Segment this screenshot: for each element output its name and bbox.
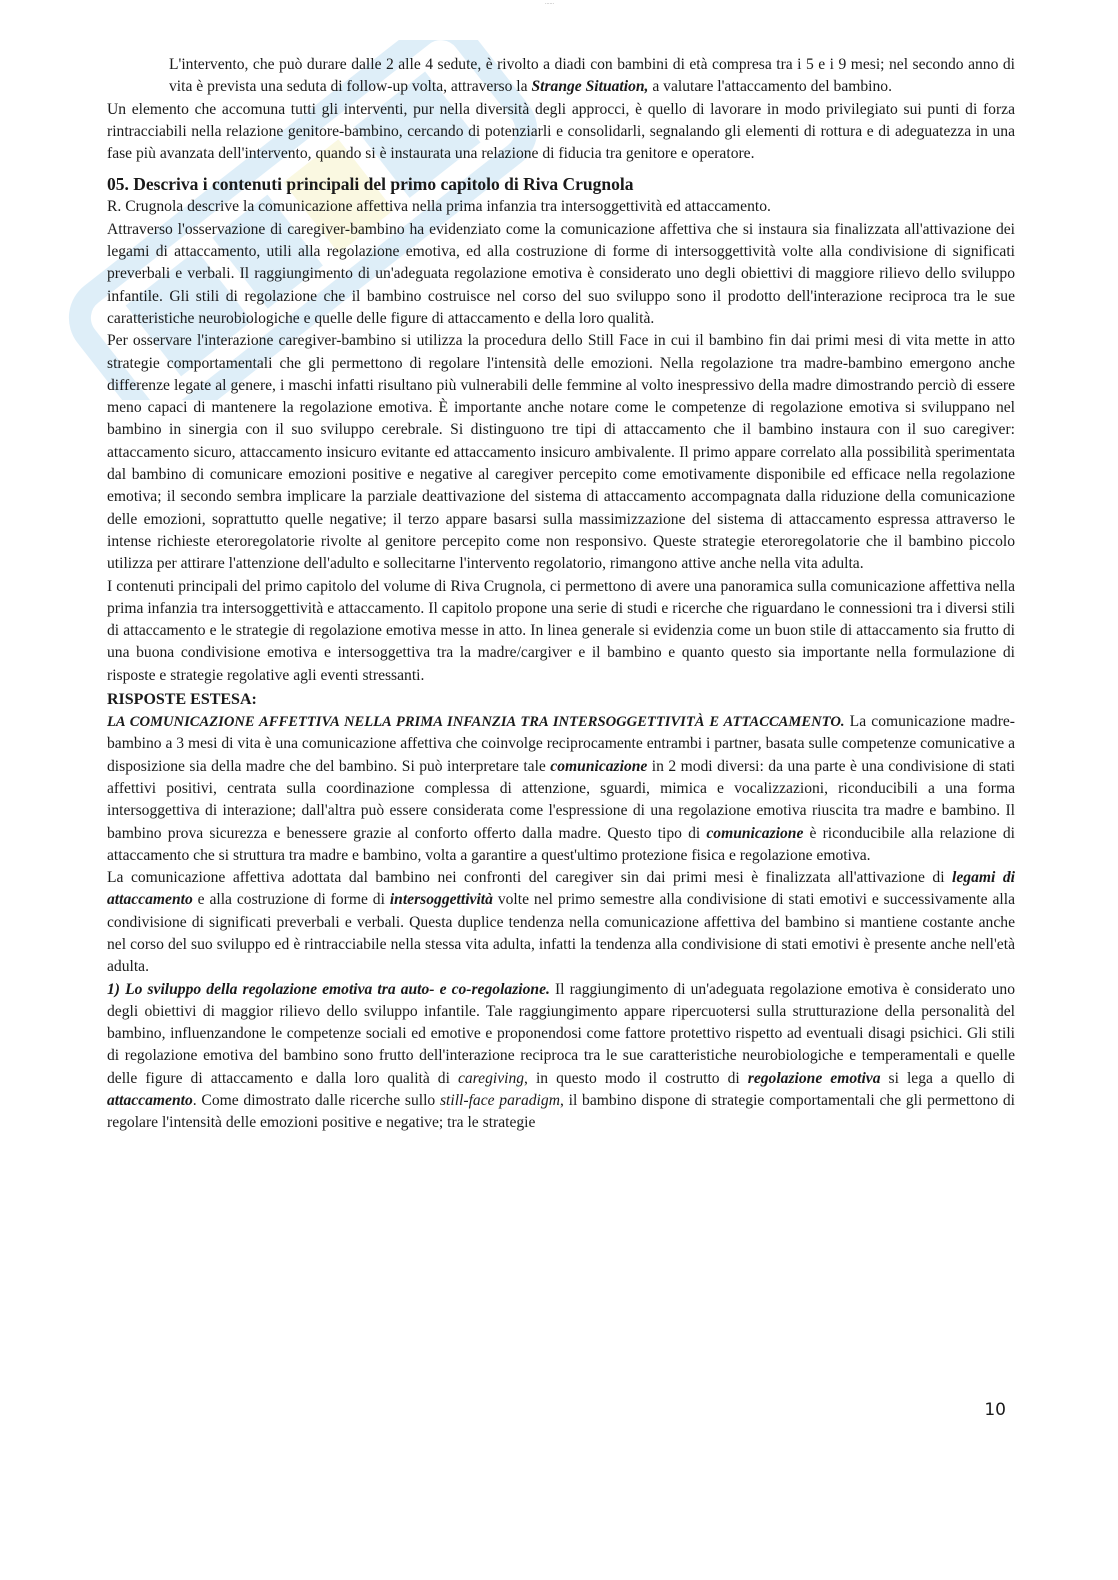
text-emphasis: still-face paradigm xyxy=(439,1092,560,1110)
text-emphasis: regolazione emotiva xyxy=(747,1069,881,1087)
text-run: è riconducibile alla relazione di attaccamento che si struttura tra madre e bambino, volta a garantire a quest'ultimo protezione fisica e regolazione emotiva. xyxy=(107,824,1015,864)
paragraph-summary-intro: R. Crugnola descrive la comunicazione affettiva nella prima infanzia tra intersoggettività ed attaccamento. xyxy=(107,198,771,216)
text-run: e alla costruzione di forme di xyxy=(192,891,390,909)
text-run: , in questo modo il costrutto di xyxy=(524,1069,748,1087)
page-number: 10 xyxy=(984,1400,1006,1420)
section-subheading: LA COMUNICAZIONE AFFETTIVA NELLA PRIMA INFANZIA TRA INTERSOGGETTIVITÀ E ATTACCAMENTO. xyxy=(107,714,845,731)
paragraph-observation: Attraverso l'osservazione di caregiver-bambino ha evidenziato come la comunicazione affettiva che si instaura sia finalizzata all'attivazione dei legami di attaccamento, utili alla regolazione emotiva, ed alla costruzione di forme di intersoggettività volte alla condivisione di significati preverbali e verbali. Il raggiungimento di un'adeguata regolazione emotiva è considerato uno degli obiettivi di maggiore rilievo dello sviluppo infantile. Gli stili di regolazione che il bambino costruisce nel corso del suo sviluppo sono il prodotto dell'interazione reciproca tra le sue caratteristiche neurobiologiche e quelle delle figure di attaccamento e della loro qualità. xyxy=(107,220,1015,327)
text-emphasis: legami di attaccamento xyxy=(107,869,1015,909)
text-emphasis: comunicazione xyxy=(706,824,804,842)
paragraph-common-element: Un elemento che accomuna tutti gli interventi, pur nella diversità degli approcci, è quello di lavorare in modo privilegiato sui punti di forza rintracciabili nella relazione genitore-bambino, cercando di potenziarli e consolidarli, segnalando gli elementi di rottura e di adeguatezza in una fase più avanzata dell'intervento, quando si è instaurata una relazione di fiducia tra genitore e operatore. xyxy=(107,100,1015,163)
paragraph-intervention xyxy=(107,54,1015,99)
text-run: La comunicazione affettiva adottata dal bambino nei confronti del caregiver sin dai primi mesi è finalizzata all'attivazione di xyxy=(107,869,953,887)
text-emphasis: caregiving xyxy=(457,1069,525,1087)
extended-answers-label: RISPOSTE ESTESA: xyxy=(107,691,257,709)
paragraph-conclusion: I contenuti principali del primo capitolo del volume di Riva Crugnola, ci permettono di avere una panoramica sulla comunicazione affettiva nella prima infanzia tra intersoggettività e attaccamento. Il capitolo propone una serie di studi e ricerche che riguardano le connessioni tra i diversi stili di attaccamento e le strategie di regolazione emotiva messe in atto. In linea generale si evidenzia come un buon stile di attaccamento sia frutto di una buona condivisione emotiva e intersoggettiva tra la madre/cargiver e il bambino e quanto questo sia importante nella formulazione di risposte e strategie regolative agli eventi stressanti. xyxy=(107,577,1015,684)
text-run: L'intervento, che può durare dalle 2 alle 4 sedute, è rivolto a diadi con bambini di età compresa tra i 5 e i 9 mesi; nel secondo anno di vita è prevista una seduta di follow-up volta, attraverso la xyxy=(169,56,1015,96)
paragraph-still-face: Per osservare l'interazione caregiver-bambino si utilizza la procedura dello Still Face in cui il bambino fin dai primi mesi di vita mette in atto strategie comportamentali che gli permettono di regolare l'intensità delle emozioni. Nella regolazione tra madre-bambino emergono anche differenze legate al genere, i maschi infatti risultano più vulnerabili delle femmine al volto inespressivo della madre dimostrando perciò di essere meno capaci di mantenere la regolazione emotiva. È importante anche notare come le competenze di regolazione emotiva si sviluppano nel bambino in sinergia con il suo sviluppo cerebrale. Si distinguono tre tipi di attaccamento che il bambino instaura con il suo caregiver: attaccamento sicuro, attaccamento insicuro evitante ed attaccamento insicuro ambivalente. Il primo appare correlato alla possibilità sperimentata dal bambino di comunicare emozioni positive e negative al caregiver percepito come emotivamente disponibile ed efficace nella regolazione emotiva; il secondo sembra implicare la parziale deattivazione del sistema di attaccamento accompagnata dalla riduzione della comunicazione delle emozioni, soprattutto quelle negative; il terzo appare basarsi sulla massimizzazione del sistema di attaccamento espressa attraverso le intense richieste eteroregolatorie rivolte al genitore percepito come non responsivo. Queste strategie eteroregolatorie che il bambino piccolo utilizza per attirare l'attenzione dell'adulto e sollecitarne l'intervento regolatorio, rimangono attive anche nella vita adulta. xyxy=(107,332,1015,573)
text-run: a valutare l'attaccamento del bambino. xyxy=(648,78,892,96)
text-run: , il bambino dispone di strategie comportamentali che gli permettono di regolare l'intensità delle emozioni positive e negative; tra le strategie xyxy=(107,1092,1015,1132)
text-emphasis: comunicazione xyxy=(550,757,648,775)
text-emphasis: Strange Situation, xyxy=(531,78,649,96)
text-run: La comunicazione madre-bambino a 3 mesi di vita è una comunicazione affettiva che coinvolge reciprocamente entrambi i partner, basata sulle competenze comunicative a disposizione sia della madre che del bambino. Si può interpretare tale xyxy=(107,713,1016,775)
paragraph-affective-communication xyxy=(107,711,1015,867)
text-run: Il raggiungimento di un'adeguata regolazione emotiva è considerato uno degli obiettivi di maggior rilievo dello sviluppo infantile. Tale raggiungimento appare ripercuotersi sulla strutturazione della personalità del bambino, influenzandone le competenze sociali ed emotive e proponendosi come fattore protettivo rispetto ad eventuali disagi psichici. Gli stili di regolazione emotiva del bambino sono frutto dell'interazione reciproca tra le sue caratteristiche neurobiologiche e temperamentali e quelle delle figure di attaccamento e dalla loro qualità di xyxy=(107,980,1015,1087)
text-run: si lega a quello di xyxy=(880,1069,1015,1087)
paragraph-attachment-bonds xyxy=(107,867,1015,978)
text-run: . Come dimostrato dalle ricerche sullo xyxy=(192,1092,440,1110)
section-subheading: 1) Lo sviluppo della regolazione emotiva tra auto- e co-regolazione. xyxy=(107,980,550,998)
header-mark: ...... xyxy=(545,0,554,6)
question-heading: 05. Descriva i contenuti principali del primo capitolo di Riva Crugnola xyxy=(107,174,634,195)
document-body xyxy=(107,54,1015,1135)
text-run: volte nel primo semestre alla condivisione di stati emotivi e successivamente alla condivisione di significati preverbali e verbali. Questa duplice tendenza nella comunicazione affettiva del bambino si mantiene costante anche nel corso del suo sviluppo ed è rintracciabile nella stessa vita adulta, infatti la tendenza alla condivisione di stati emotivi è presente anche nell'età adulta. xyxy=(107,891,1015,976)
text-emphasis: attaccamento xyxy=(107,1092,193,1110)
text-emphasis: intersoggettività xyxy=(389,891,493,909)
text-run: in 2 modi diversi: da una parte è una condivisione di stati affettivi positivi, centrata sulla coordinazione complessa di attenzione, sguardi, mimica e vocalizzazioni, riconducibili a una forma intersoggettiva di interazione; dall'altra può essere considerata come l'espressione di una regolazione emotiva riuscita tra madre e bambino. Il bambino prova sicurezza e benessere grazie al conforto offerto dalla madre. Questo tipo di xyxy=(107,757,1015,842)
paragraph-emotional-regulation xyxy=(107,979,1015,1135)
